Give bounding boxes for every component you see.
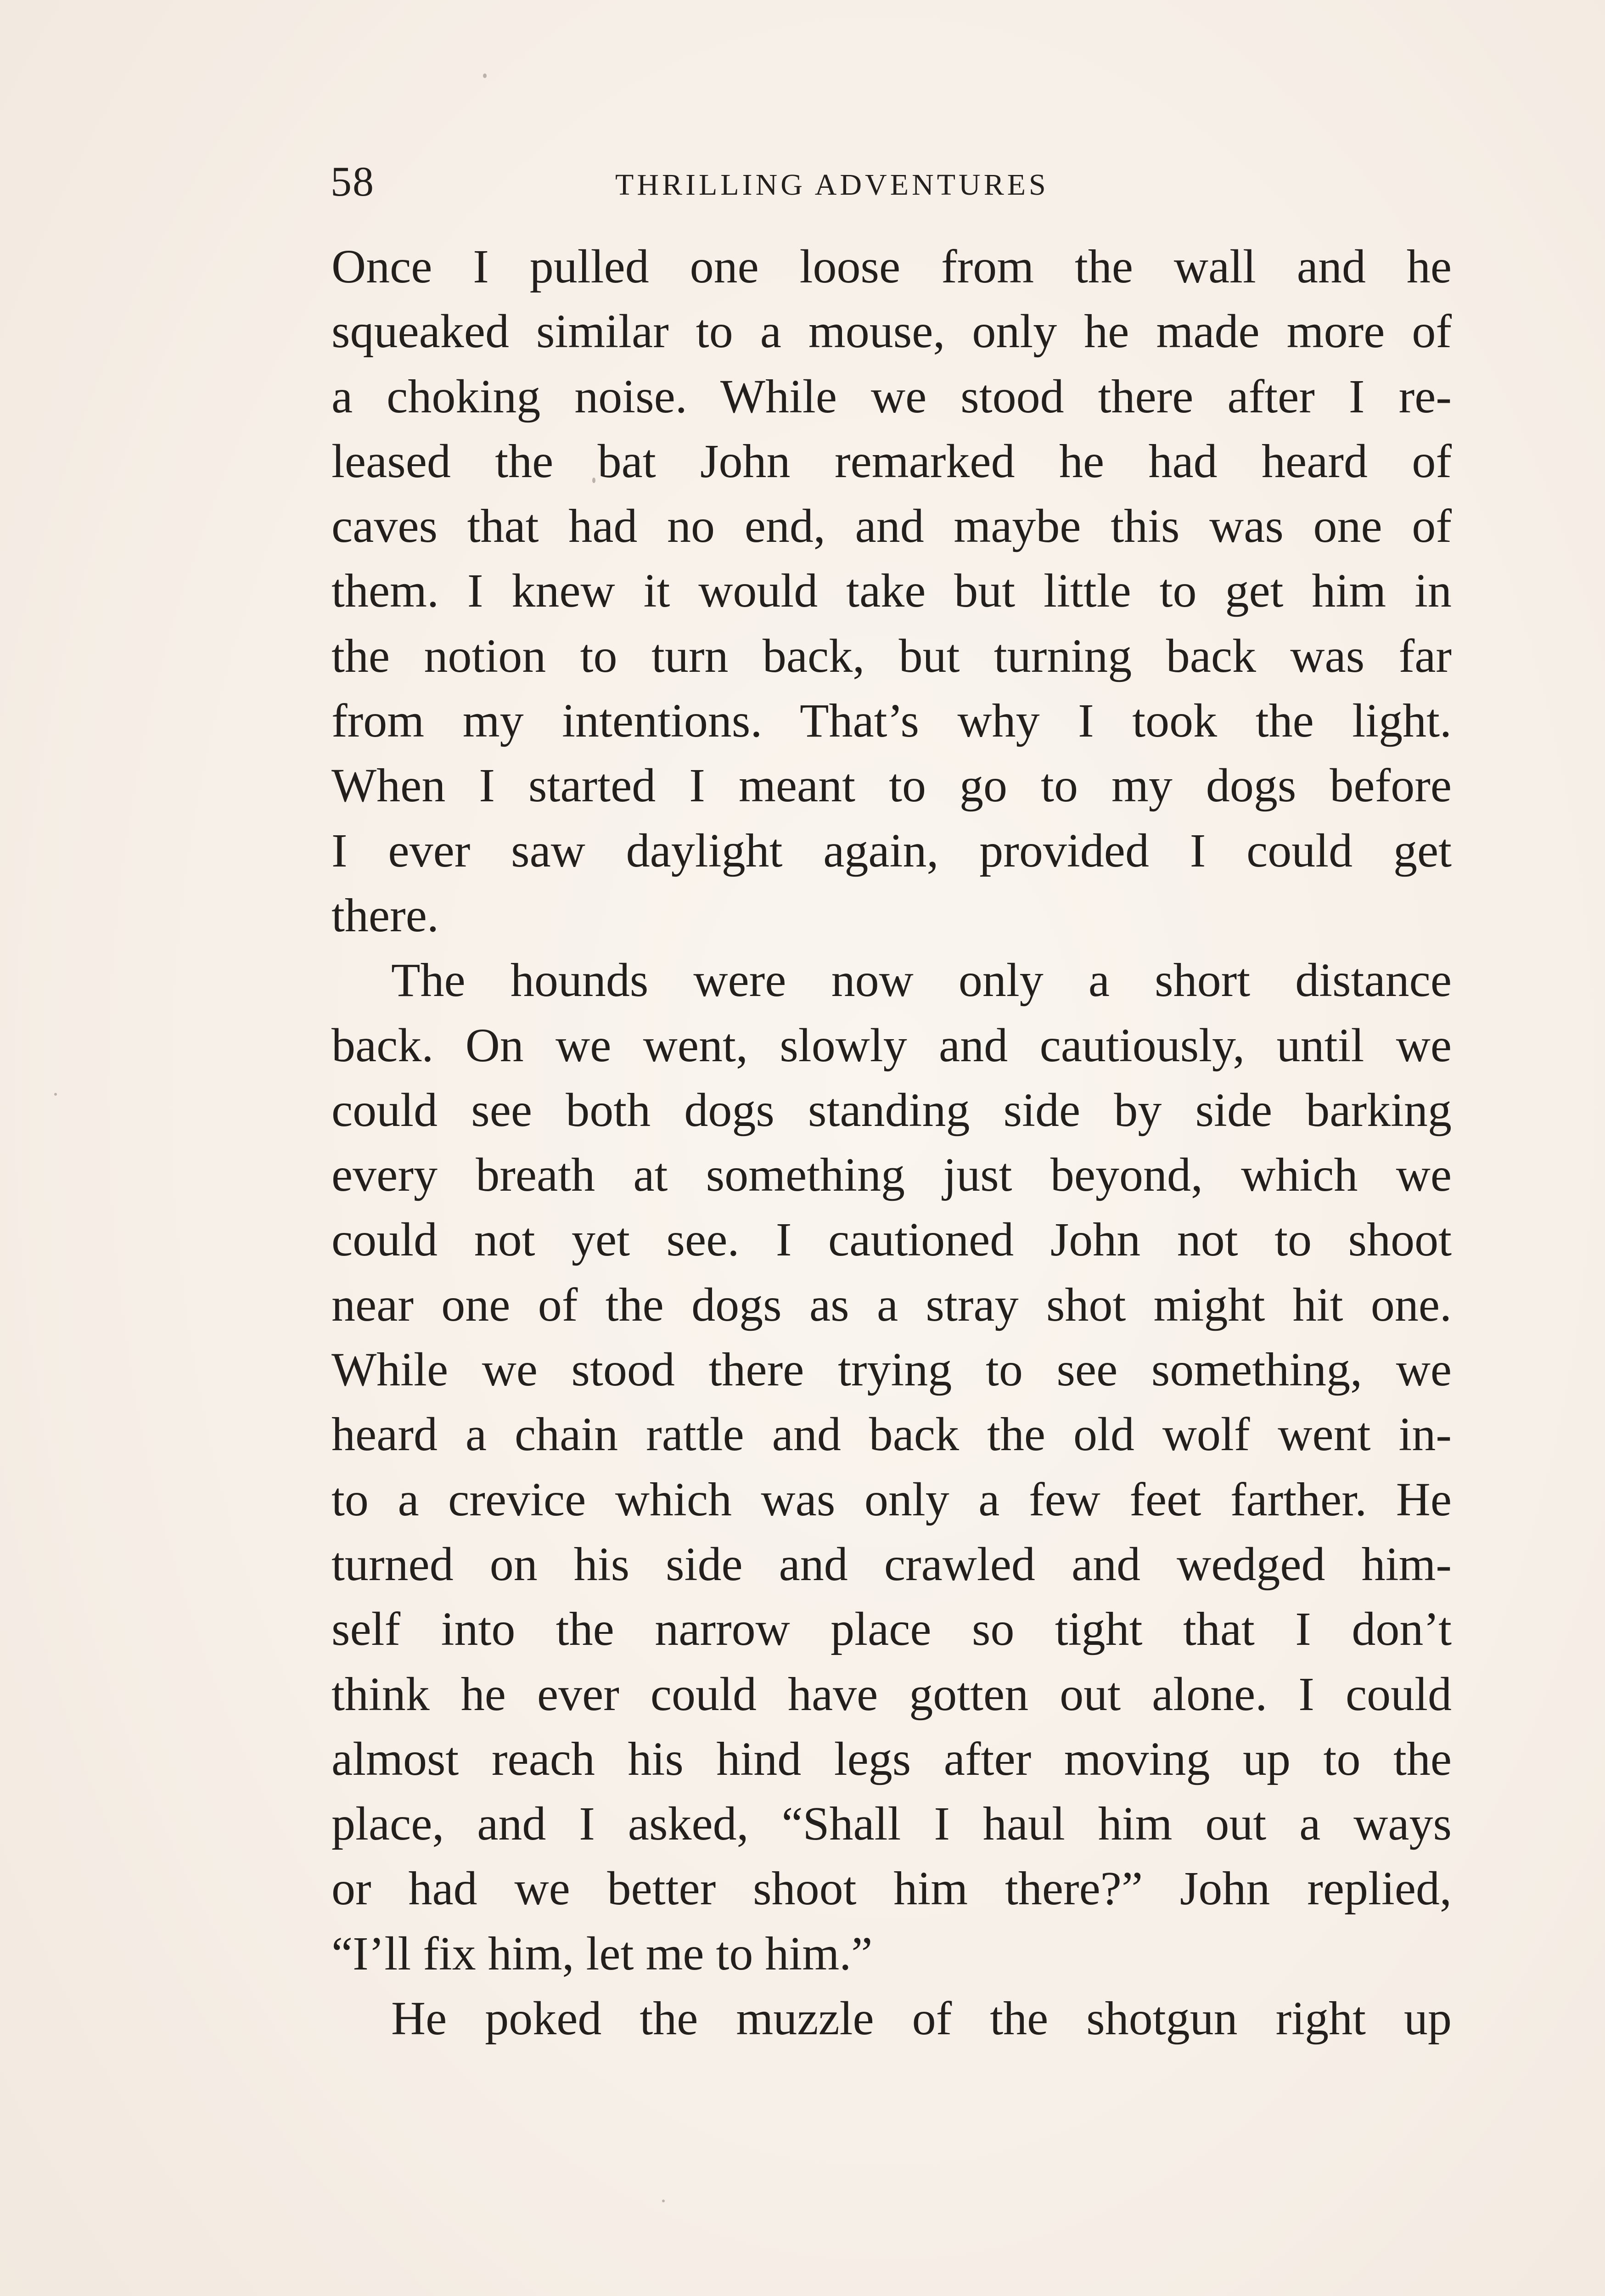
text-line: almost reach his hind legs after moving up to the (331, 1732, 1452, 1785)
text-line: heard a chain rattle and back the old wolf went in- (331, 1408, 1452, 1461)
page-number: 58 (331, 158, 375, 205)
text-line: “I’ll fix him, let me to him.” (331, 1927, 873, 1980)
paper-speck (483, 73, 487, 78)
running-head (331, 152, 1451, 211)
text-line: turned on his side and crawled and wedged him- (331, 1537, 1452, 1591)
text-line: self into the narrow place so tight that I don’t (331, 1603, 1452, 1656)
text-line: think he ever could have gotten out alone. I could (331, 1667, 1452, 1721)
text-line: back. On we went, slowly and cautiously, until we (331, 1019, 1452, 1072)
text-line: to a crevice which was only a few feet farther. He (331, 1473, 1452, 1526)
running-title: THRILLING ADVENTURES (615, 168, 1049, 202)
text-line: could see both dogs standing side by side barking (331, 1083, 1452, 1137)
text-line: near one of the dogs as a stray shot might hit one. (331, 1278, 1452, 1331)
paper-speck (662, 2200, 665, 2202)
text-line: there. (331, 889, 439, 942)
text-line: When I started I meant to go to my dogs before (331, 759, 1452, 812)
text-line: a choking noise. While we stood there after I re- (331, 370, 1452, 423)
paragraph-first-line: The hounds were now only a short distance (391, 954, 1452, 1007)
text-line: I ever saw daylight again, provided I could get (331, 824, 1452, 877)
text-line: While we stood there trying to see something, we (331, 1343, 1452, 1396)
text-line: Once I pulled one loose from the wall and he (331, 240, 1452, 293)
text-line: place, and I asked, “Shall I haul him out a ways (331, 1797, 1452, 1851)
body-text (331, 234, 1452, 2051)
paragraph-first-line: He poked the muzzle of the shotgun right up (391, 1992, 1452, 2045)
text-line: could not yet see. I cautioned John not to shoot (331, 1213, 1452, 1266)
text-line: squeaked similar to a mouse, only he made more of (331, 305, 1452, 358)
text-line: caves that had no end, and maybe this was one of (331, 500, 1452, 553)
text-line: the notion to turn back, but turning back was far (331, 629, 1452, 682)
text-line: them. I knew it would take but little to get him in (331, 564, 1452, 618)
text-line: or had we better shoot him there?” John replied, (331, 1862, 1452, 1915)
paper-speck (54, 1093, 57, 1096)
text-line: every breath at something just beyond, which we (331, 1148, 1452, 1202)
text-line: leased the bat John remarked he had heard of (331, 434, 1452, 488)
text-line: from my intentions. That’s why I took the light. (331, 694, 1452, 748)
